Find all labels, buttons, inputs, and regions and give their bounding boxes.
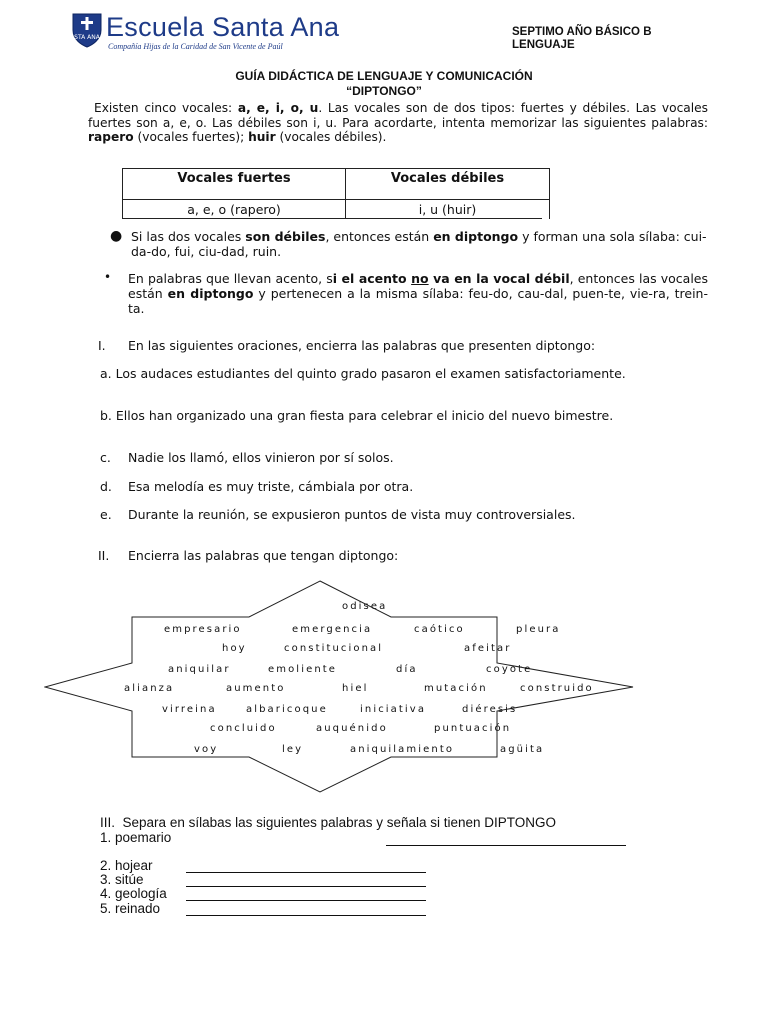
grade-info [512,26,652,52]
word-aumento[interactable]: aumento [226,683,286,694]
rule-accent [128,271,708,316]
word-virreina[interactable]: virreina [162,704,217,715]
section3-item-3: 3. sitúe [100,872,144,887]
table-bottom-border [122,218,542,219]
word-aniquilar[interactable]: aniquilar [168,664,231,675]
rule1-bold-d: en diptongo [433,229,519,244]
grade-label: SEPTIMO AÑO BÁSICO B [512,26,652,38]
table-header-strong: Vocales fuertes [177,171,291,186]
word-albaricoque[interactable]: albaricoque [246,704,328,715]
word-afeitar[interactable]: afeitar [464,643,512,654]
word-ley[interactable]: ley [282,744,304,755]
intro-word-rapero: rapero [88,130,134,144]
word-empresario[interactable]: empresario [164,624,242,635]
section3-header [100,815,556,830]
logo-text: STA ANA [74,34,100,41]
word-dia[interactable]: día [396,664,418,675]
rule2-bold-d: va en la vocal débil [428,271,570,286]
section3-item-5: 5. reinado [100,901,161,916]
question-b [72,408,708,423]
word-auquenido[interactable]: auquénido [316,723,388,734]
rule2-bold-underlined-c: no [411,271,429,286]
rule2-text-a: En palabras que llevan acento, s [128,271,333,286]
section3-number: III. [100,815,116,830]
rule2-text-g: y pertenecen a la misma sílaba: feu-do, cau-dal, puen-te, vie-ra, trein-ta. [128,286,708,316]
table-cell-weak: i, u (huir) [418,202,477,217]
question-a-text: Los audaces estudiantes del quinto grado pasaron el examen satisfactoriamente. [115,366,626,381]
table-cell-strong: a, e, o (rapero) [187,202,281,217]
answer-line-2[interactable] [186,872,426,873]
section3-item-4: 4. geología [100,886,167,901]
word-emoliente[interactable]: emoliente [268,664,338,675]
word-aguita[interactable]: agüita [500,744,545,755]
word-constitucional[interactable]: constitucional [284,643,384,654]
word-dieresis[interactable]: diéresis [462,704,518,715]
answer-line-3[interactable] [186,886,426,887]
rule2-bold-b: i el acento [332,271,412,286]
question-e-label: e. [100,507,112,522]
word-iniciativa[interactable]: iniciativa [360,704,427,715]
guide-title: GUÍA DIDÁCTICA DE LENGUAJE Y COMUNICACIÓN [235,69,533,83]
section1-number: I. [98,338,106,353]
intro-text-1: Existen cinco vocales: [94,101,238,115]
word-construido[interactable]: construido [520,683,594,694]
question-d-label: d. [100,479,112,494]
rule1-text-c: , entonces están [325,229,434,244]
section1-instruction: En las siguientes oraciones, encierra las palabras que presenten diptongo: [128,338,596,353]
table-header-weak: Vocales débiles [390,171,505,186]
word-pleura[interactable]: pleura [516,624,561,635]
word-star-box [44,580,634,794]
question-b-label: b. [100,408,112,423]
guide-subtitle: “DIPTONGO” [346,84,422,98]
bullet-icon: • [104,270,112,284]
word-alianza[interactable]: alianza [124,683,175,694]
word-voy[interactable]: voy [194,744,219,755]
word-caotico[interactable]: caótico [414,624,465,635]
word-hiel[interactable]: hiel [342,683,369,694]
word-mutacion[interactable]: mutación [424,683,488,694]
intro-text-3: (vocales fuertes); [133,130,249,144]
school-subtitle: Compañía Hijas de la Caridad de San Vicente de Paúl [108,42,283,51]
table-column-weak [346,169,549,219]
word-coyote[interactable]: coyote [486,664,533,675]
word-hoy[interactable]: hoy [222,643,247,654]
answer-line-1[interactable] [386,845,626,846]
bullet-icon: ● [110,228,123,244]
word-odisea[interactable]: odisea [342,601,388,612]
question-e-text: Durante la reunión, se expusieron puntos de vista muy controversiales. [128,507,576,522]
word-concluido[interactable]: concluido [210,723,277,734]
section2-number: II. [98,548,110,563]
intro-paragraph [88,101,708,145]
school-shield-logo-icon [70,12,104,48]
section3-item-1: 1. poemario [100,830,172,845]
word-puntuacion[interactable]: puntuación [434,723,512,734]
question-d-text: Esa melodía es muy triste, cámbiala por otra. [128,479,414,494]
rule-weak-vowels [131,229,711,259]
intro-text-4: (vocales débiles). [275,130,387,144]
word-emergencia[interactable]: emergencia [292,624,373,635]
answer-line-4[interactable] [186,900,426,901]
school-name: Escuela Santa Ana [106,12,340,42]
rule2-text-e: , entonces las vocales están [128,271,709,301]
question-b-text: Ellos han organizado una gran fiesta para celebrar el inicio del nuevo bimestre. [115,408,614,423]
question-c-label: c. [100,450,111,465]
section3-item-2: 2. hojear [100,858,153,873]
rule1-text-e: y forman una sola sílaba: cui-da-do, fui, ciu-dad, ruin. [131,229,707,259]
rule1-bold-b: son débiles [245,229,326,244]
rule2-bold-f: en diptongo [167,286,254,301]
vowels-table [122,168,550,219]
intro-text-2: . Las vocales son de dos tipos: fuertes y débiles. Las vocales fuertes son a, e, o. Las débiles son i, u. Para acordarte, intenta memorizar las siguientes palabras: [88,101,709,130]
answer-line-5[interactable] [186,915,426,916]
question-a [72,366,708,381]
question-a-label: a. [100,366,112,381]
section3-instruction: Separa en sílabas las siguientes palabras y señala si tienen DIPTONGO [122,815,557,830]
intro-word-huir: huir [248,130,276,144]
table-column-strong [123,169,346,219]
rule1-text-a: Si las dos vocales [131,229,246,244]
section2-instruction: Encierra las palabras que tengan diptongo: [128,548,399,563]
intro-vowels: a, e, i, o, u [237,101,319,115]
subject-label: LENGUAJE [512,39,575,51]
question-c-text: Nadie los llamó, ellos vinieron por sí solos. [128,450,394,465]
word-aniquilamiento[interactable]: aniquilamiento [350,744,455,755]
